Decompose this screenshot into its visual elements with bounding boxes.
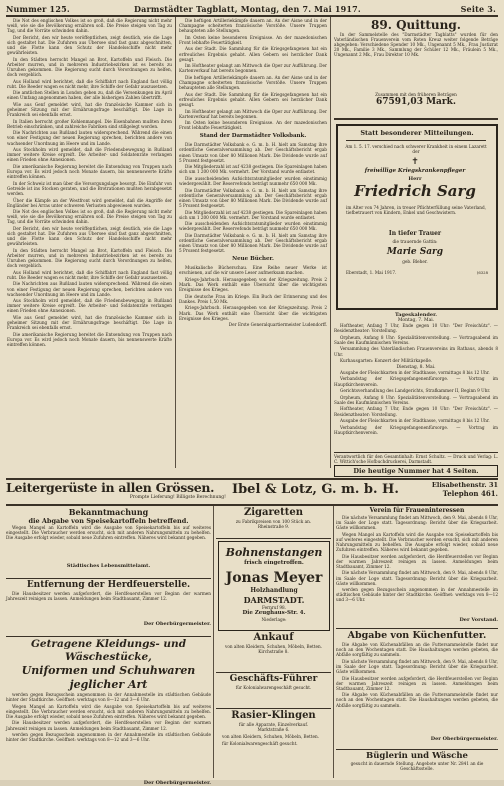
- quittung-text: [334, 32, 498, 92]
- quittung-total: 67591,03 Mark.: [375, 97, 456, 107]
- leitergerueste-title: Leitergerüste in allen Grössen.: [6, 480, 215, 495]
- geschaeftsfuehrer-title: Geschäfts-Führer: [229, 674, 318, 684]
- getragene-title: Getragene Kleidungs- und Wäschestücke,: [30, 638, 187, 663]
- verein-office: Der Vorstand.: [459, 617, 498, 623]
- calendar-entry: Gerichtsverhandlung des Landgerichts, Strafkammer II, Beginn 9 Uhr.: [340, 388, 491, 394]
- getragene-office: Der Oberbürgermeister.: [143, 780, 211, 786]
- ibel-lotz-contact: [394, 481, 498, 503]
- article-paragraph: Kriegs-Jahrbuch. Herausgegeben von der Kriegszeitung. Preis 2 Mark. Das Werk enthält eine Übersicht über die wichtigsten Ereignisse des Krieges.: [179, 276, 327, 293]
- ibel-lotz-title: Ibel & Lotz, G. m. b. H.: [232, 482, 399, 497]
- death-notice-body: im Alter von 74 Jahren, in treuer Pflichterfüllung seine Vaterland, tiefbetrauert von Kindern, Enkel und Geschwistern.: [346, 205, 486, 215]
- rasier-ad: [216, 710, 331, 778]
- calendar-entry: Verbandstag der Kriegsgefangenenfürsorge. — Vortrag im Hauptkirchenverein.: [334, 424, 498, 435]
- article-column-2: [179, 18, 327, 468]
- ibel-lotz-address: Elisabethenstr. 31: [431, 481, 498, 489]
- article-paragraph: Über die Kämpfe an der Westfront wird gemeldet, daß die Angriffe der Engländer bei Arras unter schweren Verlusten abgewiesen wurden.: [7, 197, 172, 208]
- mourning-label: In tiefer Trauer: [388, 230, 442, 237]
- page-count-text: Die heutige Nummer hat 4 Seiten.: [353, 467, 479, 475]
- article-paragraph: Aus der Stadt. Die Sammlung für die Kriegsgefangenen hat ein erfreuliches Ergebnis gehabt. Allen Gebern sei herzlicher Dank gesagt.: [179, 91, 327, 107]
- getragene-body: [6, 692, 211, 780]
- article-paragraph: Der Bericht, den wir heute veröffentlichen, zeigt deutlich, wie die Lage sich gestaltet hat. Die Zufuhren aus Übersee sind fast ganz abgeschnitten, und die Flotte kann den Schutz der Handelsschiffe nicht mehr gewährleisten.: [7, 34, 172, 56]
- leitergerueste-sub: Prompte Lieferung! Billigste Berechnung!: [129, 495, 226, 500]
- bekanntmachung-body: [6, 525, 211, 563]
- masthead-rule: [6, 15, 498, 17]
- bekanntmachung-ad: [6, 507, 211, 577]
- bueglerin-ad: [336, 751, 498, 778]
- rasier-body-text: für Kolonialwarengeschäft gesucht.: [222, 740, 298, 746]
- article-paragraph: Wie aus Genf gemeldet wird, hat die französische Kammer sich in geheimer Sitzung mit der Ernährungsfrage beschäftigt. Die Lage in Frankreich sei ebenfalls ernst.: [7, 314, 172, 331]
- article-paragraph: Die Mitgliederzahl ist auf 4238 gestiegen. Die Spareinlagen haben sich um 1 200 000 Mk. vermehrt. Der Vorstand wurde entlastet.: [179, 209, 327, 220]
- entfernung-title: Entfernung der Herdfeuerstelle.: [26, 580, 191, 590]
- article-paragraph: Die Darmstädter Volksbank e. G. m. b. H. hielt am Samstag ihre ordentliche Generalversammlung ab. Der Geschäftsbericht ergab einen Umsatz von über 80 Millionen Mark. Die Dividende wurde auf 5 Prozent festgesetzt.: [179, 232, 327, 254]
- calendar-entry: Orpheum, Anfang 8 Uhr: Spezialitätenvorstellung. — Vortragsabend im Saale des Kaufmännischen Vereins.: [334, 394, 498, 405]
- ad-number: (6328: [476, 270, 488, 275]
- ibel-lotz-phone: Telephon 461.: [442, 489, 498, 498]
- article-paragraph: In den Städten herrscht Mangel an Brot, Kartoffeln und Fleisch. Die Arbeiter murren, und in mehreren Industriebezirken ist es bereits zu Unruhen gekommen. Die Regierung sucht durch Verordnungen zu helfen, doch vergeblich.: [7, 56, 172, 77]
- bohnenstangen-city: DARMSTADT.: [243, 595, 305, 605]
- death-notice-prefix: Herr: [408, 176, 422, 182]
- cross-icon: ✝: [411, 157, 419, 167]
- article-paragraph: Die heftigen Artilleriekämpfe dauern an. An der Aisne und in der Champagne scheiterten französische Vorstöße. Unsere Truppen behaupteten alle Stellungen.: [179, 74, 327, 91]
- zigaretten-address: Rheinstraße 9.: [257, 524, 290, 529]
- article-paragraph: Im Hoftheater gelangt am Mittwoch die Oper zur Aufführung. Der Kartenverkauf hat bereits begonnen.: [179, 63, 327, 74]
- zigaretten-text: zu Fabrikpreisen von 100 Stück an.: [235, 519, 312, 524]
- abgabe-text: Die Abgabe von Küchenabfällen an die Futtersammelstelle findet nur noch an den Wochentagen statt. Die Haushaltungen werden gebeten, die Abfälle sorgfältig zu sammeln.: [336, 692, 498, 708]
- verein-text: Die nächste Versammlung findet am Mittwoch, den 9. Mai, abends 8 Uhr, im Saale der Loge statt. Tagesordnung: Bericht über die Kriegsarbeit. Gäste willkommen.: [336, 570, 499, 586]
- getragene-text-extra: Wegen Mangel an Kartoffeln wird die Ausgabe von Speisekartoffeln bis auf weiteres eingestellt. Die Verbraucher werden ersucht, sich mit anderen Nahrungsmitteln zu behelfen. Die Ausgabe erfolgt wieder, sobald neue Zufuhren eintreffen. Näheres wird bekannt gegeben.: [6, 703, 211, 719]
- calendar-entry: Verbandstag der Kriegsgefangenenfürsorge. — Vortrag im Hauptkirchenverein.: [334, 376, 498, 387]
- ad-section-rule: [6, 504, 498, 506]
- verein-text: Wegen Mangel an Kartoffeln wird die Ausgabe von Speisekartoffeln bis auf weiteres eingestellt. Die Verbraucher werden ersucht, sich mit anderen Nahrungsmitteln zu behelfen. Die Ausgabe erfolgt wieder, sobald neue Zufuhren eintreffen. Näheres wird bekannt gegeben.: [336, 531, 498, 553]
- abgabe-text: Die Abgabe von Küchenabfällen an die Futtersammelstelle findet nur noch an den Wochentagen statt. Die Haushaltungen werden gebeten, die Abfälle sorgfältig zu sammeln.: [336, 642, 498, 658]
- verein-text: werden gegen Bezugsschein angenommen in der Annahmestelle im städtischen Gebäude hinter der Stadtkirche. Geöffnet: werktags von 8—12 und 3—6 Uhr.: [336, 587, 498, 603]
- quittung-title: 89. Quittung.: [371, 18, 461, 32]
- abgabe-text: Die nächste Versammlung findet am Mittwoch, den 9. Mai, abends 8 Uhr, im Saale der Loge statt. Tagesordnung: Bericht über die Kriegsarbeit. Gäste willkommen.: [336, 658, 499, 674]
- newspaper-title: Darmstädter Tagblatt, Montag, den 7. Mai 1917.: [134, 4, 361, 14]
- article-paragraph: Die deutsche Frau im Kriege. Ein Buch der Erinnerung und des Dankes. Preis 1,50 Mk.: [179, 293, 327, 304]
- entfernung-text: Die Hausbesitzer werden aufgefordert, die Herdfeuerstellen vor Beginn der warmen Jahreszeit reinigen zu lassen. Anmeldungen beim Stadtbauamt, Zimmer 12.: [6, 591, 211, 602]
- entfernung-ad: [6, 580, 211, 635]
- ankauf-text: von alten Kleidern, Schuhen, Möbeln, Betten.: [225, 644, 322, 649]
- rasier-body-text: von alten Kleidern, Schuhen, Möbeln, Betten.: [222, 734, 319, 739]
- article-paragraph: Im Hoftheater gelangt am Mittwoch die Oper zur Aufführung. Der Kartenverkauf hat bereits begonnen.: [179, 108, 327, 119]
- article-paragraph: Die ausscheidenden Aufsichtsratsmitglieder wurden einstimmig wiedergewählt. Der Reservefonds beträgt nunmehr 650 000 Mk.: [179, 221, 327, 232]
- zigaretten-ad: [216, 507, 331, 537]
- verein-ad: [336, 507, 498, 627]
- abgabe-body: [336, 642, 498, 736]
- article-paragraph: Die Not des englischen Volkes ist so groß, daß die Regierung nicht mehr weiß, wie sie die Bevölkerung ernähren soll. Die Preise steigen von Tag zu Tag, und die Vorräte schwinden dahin.: [7, 18, 172, 34]
- section-heading: Stand der Darmstädter Volksbank.: [199, 133, 307, 140]
- getragene-ad: [6, 638, 211, 786]
- article-paragraph: Die Not des englischen Volkes ist so groß, daß die Regierung nicht mehr weiß, wie sie die Bevölkerung ernähren soll. Die Preise steigen von Tag zu Tag, und die Vorräte schwinden dahin.: [7, 209, 172, 225]
- article-paragraph: Die amerikanische Regierung bereitet die Entsendung von Truppen nach Europa vor. Es wird jedoch noch Monate dauern, bis nennenswerte Kräfte eintreffen können.: [7, 331, 172, 347]
- getragene-text: werden gegen Bezugsschein angenommen in der Annahmestelle im städtischen Gebäude hinter der Stadtkirche. Geöffnet: werktags von 8—12 und 3—6 Uhr.: [6, 692, 211, 703]
- verein-body: [336, 515, 498, 617]
- article-paragraph: Aus Stockholm wird gemeldet, daß die Friedensbewegung in Rußland immer weitere Kreise ergreift. Die Arbeiter- und Soldatenräte verlangen einen Frieden ohne Annexionen.: [7, 147, 172, 163]
- bekanntmachung-subtitle: die Abgabe von Speisekartoffeln betreffend.: [28, 517, 189, 525]
- entfernung-body: [6, 591, 211, 621]
- quittung-total-label: Zusammen mit den früheren Beträgen: [375, 92, 457, 97]
- column-rule: [330, 17, 331, 468]
- bohnenstangen-ad: [218, 541, 330, 631]
- issue-number: Nummer 125.: [6, 4, 70, 14]
- ankauf-ad: [216, 632, 331, 672]
- bohnenstangen-phone: Fernruf 98.: [261, 605, 287, 610]
- widow-born: geb. Bleher.: [402, 259, 428, 264]
- ad-rule: [216, 708, 331, 709]
- article-paragraph: Die Darmstädter Volksbank e. G. m. b. H. hielt am Samstag ihre ordentliche Generalversammlung ab. Der Geschäftsbericht ergab einen Umsatz von über 80 Millionen Mark. Die Dividende wurde auf 5 Prozent festgesetzt.: [179, 142, 327, 163]
- article-paragraph: In der Schweiz ist man über die Versorgungslage besorgt. Die Einfuhr von Getreide ist ins Stocken geraten, und die Brotrationen mußten herabgesetzt werden.: [7, 180, 172, 196]
- ad-rule: [336, 628, 498, 629]
- rasier-address: Marktstraße 6.: [257, 727, 290, 732]
- article-paragraph: Aus Holland wird berichtet, daß die Schiffahrt nach England fast völlig ruht. Die Reeder wagen es nicht mehr, ihre Schiffe der Gefahr auszusetzen.: [7, 78, 172, 89]
- death-notice-header: Statt besonderer Mitteilungen.: [360, 129, 474, 137]
- article-column-1: [7, 18, 172, 468]
- article-paragraph: Die amtlichen Stellen in London geben zu, daß die Versenkungen im April einen Umfang angenommen haben, der alle bisherigen Zahlen übertrifft.: [7, 90, 172, 101]
- getragene-text-extra: werden gegen Bezugsschein angenommen in der Annahmestelle im städtischen Gebäude hinter der Stadtkirche. Geöffnet: werktags von 8—12 und 3—6 Uhr.: [6, 732, 211, 743]
- rasier-title: Rasier-Klingen: [231, 710, 316, 721]
- quittung-notice: [334, 18, 498, 116]
- article-paragraph: Die Nachrichten aus Rußland lauten widersprechend. Während die einen von einer Festigung der neuen Regierung sprechen, berichten andere von wachsender Unordnung im Heere und im Lande.: [7, 130, 172, 146]
- bueglerin-title: Büglerin und Wäsche: [366, 751, 468, 761]
- death-notice-role: freiwillige Kriegskrankenpfleger: [364, 168, 466, 174]
- article-paragraph: In Italien herrscht großer Kohlenmangel. Die Eisenbahnen mußten ihren Betrieb einschränken, und zahlreiche Fabriken sind stillgelegt worden.: [7, 118, 172, 129]
- section-rule: [334, 118, 498, 120]
- calendar-date: Dienstag, 8. Mai.: [396, 364, 436, 370]
- death-notice-rule: [346, 140, 486, 141]
- calendar-entry: Hoftheater, Anfang 7 Uhr, Ende gegen 10 Uhr: "Der Freischütz". — Residenztheater: Vorstellung.: [334, 406, 498, 417]
- article-paragraph: Die heftigen Artilleriekämpfe dauern an. An der Aisne und in der Champagne scheiterten französische Vorstöße. Unsere Truppen behaupteten alle Stellungen.: [179, 18, 327, 34]
- article-paragraph: Musikalische Bücherschau. Eine Reihe neuer Werke ist erschienen, auf die wir unsere Leser aufmerksam machen.: [179, 265, 327, 276]
- bueglerin-text: gesucht in dauernde Stellung. Angebote unter Nr. 2841 an die Geschäftsstelle.: [350, 761, 484, 771]
- bohnenstangen-address: Die Zeughaus-Str. 4.: [242, 610, 306, 616]
- ad-rule: [6, 578, 211, 579]
- article-paragraph: Die Nachrichten aus Rußland lauten widersprechend. Während die einen von einer Festigung der neuen Regierung sprechen, berichten andere von wachsender Unordnung im Heere und im Lande.: [7, 281, 172, 297]
- verein-text: Die Hausbesitzer werden aufgefordert, die Herdfeuerstellen vor Beginn der warmen Jahreszeit reinigen zu lassen. Anmeldungen beim Stadtbauamt, Zimmer 12.: [336, 553, 498, 569]
- abgabe-text: Die Hausbesitzer werden aufgefordert, die Herdfeuerstellen vor Beginn der warmen Jahreszeit reinigen zu lassen. Anmeldungen beim Stadtbauamt, Zimmer 12.: [336, 675, 498, 691]
- ad-rule: [336, 749, 498, 750]
- calendar-entry: Ausgabe der Fleischkarten in der Stadtkasse, vormittags 8 bis 12 Uhr.: [340, 369, 490, 375]
- books-heading: Neue Bücher.: [232, 256, 274, 263]
- bohnenstangen-sub: frisch eingetroffen.: [244, 560, 304, 566]
- tageskalender: [334, 312, 498, 452]
- death-notice-intro: Am 1. 5. 17. verschied nach schwerer Krankheit in einem Lazarett der: [345, 144, 487, 154]
- death-notice: [336, 124, 498, 310]
- abgabe-ad: [336, 630, 498, 748]
- article-paragraph: Der Bericht, den wir heute veröffentlichen, zeigt deutlich, wie die Lage sich gestaltet hat. Die Zufuhren aus Übersee sind fast ganz abgeschnitten, und die Flotte kann den Schutz der Handelsschiffe nicht mehr gewährleisten.: [7, 225, 172, 247]
- bohnenstangen-title: Bohnenstangen: [225, 546, 323, 559]
- calendar-entry: Kurhausgarten: Konzert der Militärkapelle.: [340, 358, 433, 364]
- geschaeftsfuehrer-text: für Kolonialwarengeschäft gesucht.: [235, 685, 312, 690]
- article-paragraph: Wie aus Genf gemeldet wird, hat die französische Kammer sich in geheimer Sitzung mit der Ernährungsfrage beschäftigt. Die Lage in Frankreich sei ebenfalls ernst.: [7, 101, 172, 118]
- publisher-text: Verantwortlich für den Gesamtinhalt: Ernst Schultz. — Druck und Verlag: L. C. Wittich'sche Hofbuchdruckerei, Darmstadt.: [334, 454, 498, 465]
- article-paragraph: Aus der Stadt. Die Sammlung für die Kriegsgefangenen hat ein erfreuliches Ergebnis gehabt. Allen Gebern sei herzlicher Dank gesagt.: [179, 46, 327, 62]
- rasier-body: [216, 734, 331, 768]
- verein-title: Verein für Fraueninteressen: [369, 507, 465, 514]
- getragene-text-extra: Die Hausbesitzer werden aufgefordert, die Herdfeuerstellen vor Beginn der warmen Jahreszeit reinigen zu lassen. Anmeldungen beim Stadtbauamt, Zimmer 12.: [6, 720, 211, 731]
- bohnenstangen-trade: Holzhandlung: [250, 587, 298, 594]
- calendar-entry: Ausgabe der Fleischkarten in der Stadtkasse, vormittags 8 bis 12 Uhr.: [340, 418, 490, 424]
- article-paragraph: Im Osten keine besonderen Ereignisse. An der mazedonischen Front lebhafte Feuertätigkeit.: [179, 120, 327, 131]
- leitergerueste-ad: [6, 481, 226, 503]
- article-paragraph: Im Osten keine besonderen Ereignisse. An der mazedonischen Front lebhafte Feuertätigkeit.: [179, 34, 327, 45]
- bekanntmachung-office: Städtisches Lebensmittelamt.: [66, 563, 151, 569]
- calendar-entry: Versammlung des Vaterländischen Frauenvereins im Rathaus, abends 8 Uhr.: [334, 346, 498, 357]
- verein-text: Die nächste Versammlung findet am Mittwoch, den 9. Mai, abends 8 Uhr, im Saale der Loge statt. Tagesordnung: Bericht über die Kriegsarbeit. Gäste willkommen.: [336, 515, 499, 531]
- column-rule: [175, 17, 176, 468]
- mourning-sub: die trauernde Gattin:: [392, 239, 438, 244]
- calendar-heading: Tageskalender.: [395, 312, 437, 318]
- jonas-meyer-name: Jonas Meyer: [225, 570, 323, 586]
- rasier-text: für alle Apparate, Einzelverkauf.: [238, 722, 309, 727]
- death-notice-place-date: Eberstadt, 1. Mai 1917.: [346, 270, 397, 275]
- article-paragraph: Aus Holland wird berichtet, daß die Schiffahrt nach England fast völlig ruht. Die Reeder wagen es nicht mehr, ihre Schiffe der Gefahr auszusetzen.: [7, 269, 172, 280]
- widow-name: Marie Sarg: [386, 247, 444, 257]
- section-rule: [334, 452, 498, 453]
- abgabe-title: Abgabe von Küchenfutter.: [347, 630, 487, 641]
- bekanntmachung-title: Bekanntmachung: [68, 507, 149, 517]
- calendar-entry: Hoftheater, Anfang 7 Uhr, Ende gegen 10 Uhr: "Der Freischütz". — Residenztheater: Vorstellung.: [334, 323, 498, 334]
- quittung-body: In der Sammelstelle des "Darmstädter Tagblatts" wurden für den Vaterländischen Frauenverein vom Roten Kreuz weiter folgende Beträge abgegeben: Verschiedene Spender 10 Mk., Ungenannt 5 Mk., Frau Justizrat 20 Mk., Familie 3 Mk., Sammlung der Schüler 12 Mk., Fräulein 5 Mk., Ungenannt 2 Mk., Frau Direktor 10 Mk.: [334, 32, 498, 58]
- article-paragraph: Kriegs-Jahrbuch. Herausgegeben von der Kriegszeitung. Preis 2 Mark. Das Werk enthält eine Übersicht über die wichtigsten Ereignisse des Krieges.: [179, 305, 327, 321]
- ankauf-title: Ankauf: [253, 632, 294, 643]
- ibel-lotz-ad: [232, 481, 399, 503]
- article-paragraph: In den Städten herrscht Mangel an Brot, Kartoffeln und Fleisch. Die Arbeiter murren, und in mehreren Industriebezirken ist es bereits zu Unruhen gekommen. Die Regierung sucht durch Verordnungen zu helfen, doch vergeblich.: [7, 247, 172, 269]
- ad-rule: [216, 672, 331, 673]
- zigaretten-title: Zigaretten: [243, 507, 304, 518]
- article-paragraph: Die Mitgliederzahl ist auf 4238 gestiegen. Die Spareinlagen haben sich um 1 200 000 Mk. vermehrt. Der Vorstand wurde entlastet.: [179, 164, 327, 175]
- bohnenstangen-depot: Niederlage:: [261, 617, 287, 622]
- geschaeftsfuehrer-ad: [216, 674, 331, 708]
- calendar-entry: Orpheum, Anfang 8 Uhr: Spezialitätenvorstellung. — Vortragsabend im Saale des Kaufmännischen Vereins.: [334, 334, 498, 345]
- ad-rule: [216, 538, 331, 539]
- abgabe-office: Der Oberbürgermeister.: [430, 736, 498, 742]
- bekanntmachung-text: Wegen Mangel an Kartoffeln wird die Ausgabe von Speisekartoffeln bis auf weiteres eingestellt. Die Verbraucher werden ersucht, sich mit anderen Nahrungsmitteln zu behelfen. Die Ausgabe erfolgt wieder, sobald neue Zufuhren eintreffen. Näheres wird bekannt gegeben.: [6, 525, 211, 541]
- getragene-title-2: Uniformen und Schuhwaren jeglicher Art: [21, 664, 196, 691]
- signature-line: Der Erste Generalquartiermeister Ludendorff.: [228, 322, 327, 328]
- ankauf-address: Kirchstraße 8.: [258, 649, 289, 654]
- publisher-line: [334, 454, 498, 464]
- article-paragraph: Die amerikanische Regierung bereitet die Entsendung von Truppen nach Europa vor. Es wird jedoch noch Monate dauern, bis nennenswerte Kräfte eintreffen können.: [7, 163, 172, 180]
- deceased-name: Friedrich Sarg: [354, 182, 476, 200]
- entfernung-office: Der Oberbürgermeister.: [143, 621, 211, 627]
- page-count-box: [334, 465, 498, 477]
- page-number: Seite 3.: [460, 4, 496, 14]
- article-paragraph: Die Darmstädter Volksbank e. G. m. b. H. hielt am Samstag ihre ordentliche Generalversammlung ab. Der Geschäftsbericht ergab einen Umsatz von über 80 Millionen Mark. Die Dividende wurde auf 5 Prozent festgesetzt.: [179, 187, 327, 208]
- ad-rule: [6, 636, 211, 637]
- article-paragraph: Aus Stockholm wird gemeldet, daß die Friedensbewegung in Rußland immer weitere Kreise ergreift. Die Arbeiter- und Soldatenräte verlangen einen Frieden ohne Annexionen.: [7, 298, 172, 314]
- ad-column-rule: [333, 506, 334, 778]
- ad-column-rule: [213, 506, 214, 778]
- article-paragraph: Die ausscheidenden Aufsichtsratsmitglieder wurden einstimmig wiedergewählt. Der Reservefonds beträgt nunmehr 650 000 Mk.: [179, 175, 327, 187]
- masthead: [6, 2, 498, 16]
- calendar-date: Montag, 7. Mai.: [397, 318, 435, 323]
